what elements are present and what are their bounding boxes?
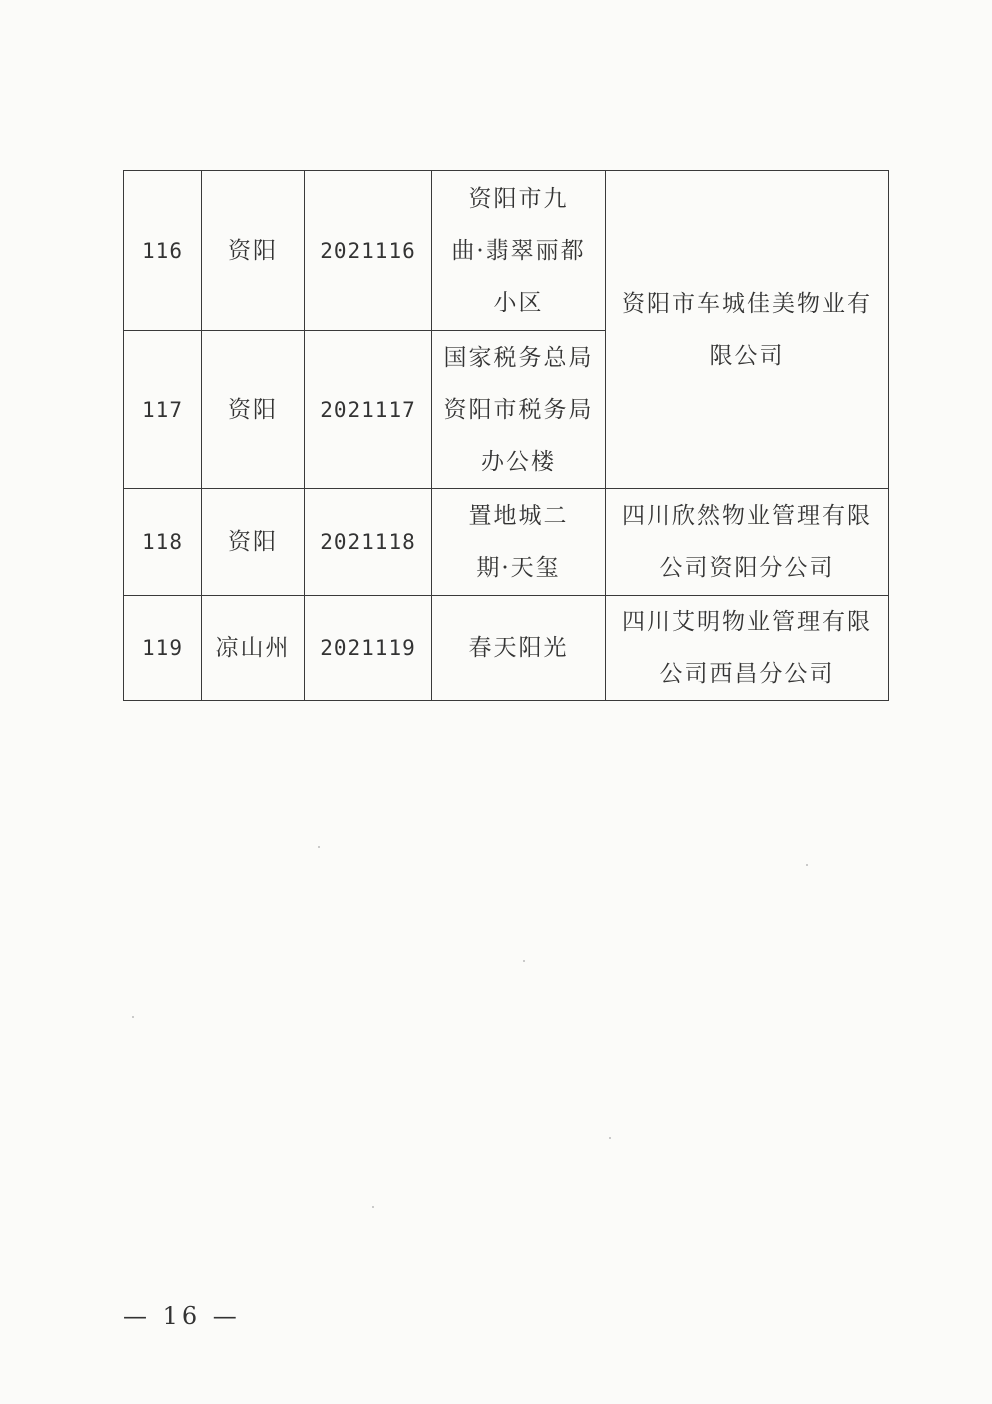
page-number: — 16 — [123,1302,241,1330]
row-number-cell: 116 [124,171,202,331]
region-cell: 资阳 [202,489,305,596]
project-table [123,170,889,701]
table-row [124,596,889,701]
table-row [124,171,889,331]
code-cell: 2021118 [305,489,432,596]
region-cell: 资阳 [202,171,305,331]
project-name-cell: 资阳市九 曲·翡翠丽都 小区 [432,171,606,331]
row-number-cell: 118 [124,489,202,596]
project-name-cell: 国家税务总局 资阳市税务局 办公楼 [432,331,606,489]
company-cell: 四川欣然物业管理有限 公司资阳分公司 [606,489,889,596]
row-number-cell: 119 [124,596,202,701]
project-name-cell: 春天阳光 [432,596,606,701]
scan-speck [523,960,525,962]
scan-speck [372,1206,374,1208]
scan-speck [806,864,808,866]
company-cell: 四川艾明物业管理有限 公司西昌分公司 [606,596,889,701]
row-number-cell: 117 [124,331,202,489]
scan-speck [318,846,320,848]
code-cell: 2021117 [305,331,432,489]
table-row [124,489,889,596]
code-cell: 2021116 [305,171,432,331]
company-cell: 资阳市车城佳美物业有 限公司 [606,171,889,489]
project-name-cell: 置地城二 期·天玺 [432,489,606,596]
scan-speck [132,1016,134,1018]
region-cell: 凉山州 [202,596,305,701]
code-cell: 2021119 [305,596,432,701]
region-cell: 资阳 [202,331,305,489]
scan-speck [609,1137,611,1139]
